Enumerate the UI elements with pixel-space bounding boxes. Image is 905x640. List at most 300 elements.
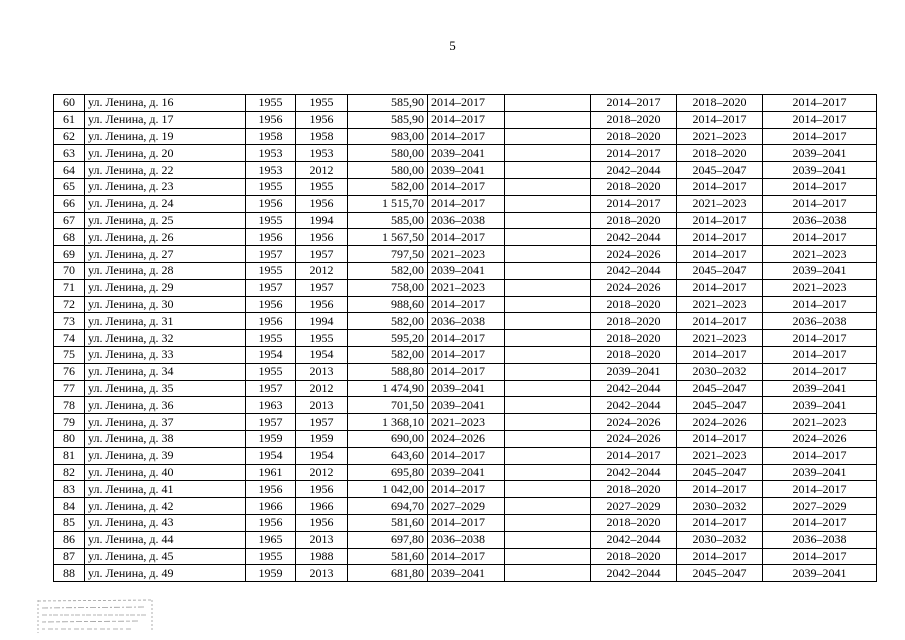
table-row — [54, 397, 877, 414]
area-cell: 988,60 — [348, 296, 428, 313]
empty-cell-cell — [505, 380, 591, 397]
area-cell: 701,50 — [348, 397, 428, 414]
row-number-cell: 77 — [54, 380, 85, 397]
period-col-9-cell: 2014–2017 — [677, 246, 763, 263]
build-year-cell: 1957 — [246, 414, 296, 431]
period-col-9-cell: 2021–2023 — [677, 330, 763, 347]
address-cell: ул. Ленина, д. 35 — [85, 380, 246, 397]
period-col-10-cell: 2014–2017 — [763, 447, 877, 464]
table-row — [54, 162, 877, 179]
period-col-9-cell: 2014–2017 — [677, 346, 763, 363]
period-col-8-cell: 2018–2020 — [591, 481, 677, 498]
row-number-cell: 71 — [54, 279, 85, 296]
build-year-cell: 1956 — [246, 296, 296, 313]
reconstruction-year-cell: 1994 — [296, 313, 348, 330]
empty-cell-cell — [505, 397, 591, 414]
period-col-9-cell: 2030–2032 — [677, 363, 763, 380]
reconstruction-year-cell: 1956 — [296, 514, 348, 531]
row-number-cell: 61 — [54, 111, 85, 128]
period-col-8-cell: 2018–2020 — [591, 313, 677, 330]
area-cell: 1 474,90 — [348, 380, 428, 397]
build-year-cell: 1955 — [246, 95, 296, 112]
period-col-10-cell: 2024–2026 — [763, 430, 877, 447]
row-number-cell: 69 — [54, 246, 85, 263]
repair-period-cell: 2039–2041 — [428, 565, 505, 582]
period-col-9-cell: 2014–2017 — [677, 212, 763, 229]
build-year-cell: 1954 — [246, 346, 296, 363]
period-col-10-cell: 2039–2041 — [763, 397, 877, 414]
reconstruction-year-cell: 1956 — [296, 111, 348, 128]
address-cell: ул. Ленина, д. 40 — [85, 464, 246, 481]
period-col-8-cell: 2014–2017 — [591, 447, 677, 464]
reconstruction-year-cell: 1956 — [296, 296, 348, 313]
build-year-cell: 1957 — [246, 380, 296, 397]
period-col-9-cell: 2014–2017 — [677, 279, 763, 296]
reconstruction-year-cell: 1954 — [296, 346, 348, 363]
period-col-9-cell: 2014–2017 — [677, 481, 763, 498]
period-col-10-cell: 2039–2041 — [763, 380, 877, 397]
repair-period-cell: 2014–2017 — [428, 95, 505, 112]
period-col-9-cell: 2014–2017 — [677, 548, 763, 565]
empty-cell-cell — [505, 414, 591, 431]
reconstruction-year-cell: 1956 — [296, 229, 348, 246]
reconstruction-year-cell: 1957 — [296, 414, 348, 431]
period-col-8-cell: 2024–2026 — [591, 246, 677, 263]
row-number-cell: 83 — [54, 481, 85, 498]
build-year-cell: 1963 — [246, 397, 296, 414]
row-number-cell: 65 — [54, 178, 85, 195]
period-col-10-cell: 2014–2017 — [763, 548, 877, 565]
area-cell: 694,70 — [348, 498, 428, 515]
address-cell: ул. Ленина, д. 38 — [85, 430, 246, 447]
repair-period-cell: 2039–2041 — [428, 262, 505, 279]
row-number-cell: 67 — [54, 212, 85, 229]
period-col-9-cell: 2024–2026 — [677, 414, 763, 431]
build-year-cell: 1953 — [246, 145, 296, 162]
period-col-9-cell: 2045–2047 — [677, 464, 763, 481]
row-number-cell: 87 — [54, 548, 85, 565]
table-row — [54, 111, 877, 128]
reconstruction-year-cell: 1957 — [296, 246, 348, 263]
repair-period-cell: 2039–2041 — [428, 464, 505, 481]
period-col-9-cell: 2014–2017 — [677, 514, 763, 531]
period-col-9-cell: 2018–2020 — [677, 145, 763, 162]
build-year-cell: 1955 — [246, 330, 296, 347]
repair-period-cell: 2021–2023 — [428, 414, 505, 431]
row-number-cell: 62 — [54, 128, 85, 145]
area-cell: 582,00 — [348, 178, 428, 195]
empty-cell-cell — [505, 430, 591, 447]
reconstruction-year-cell: 2012 — [296, 262, 348, 279]
row-number-cell: 70 — [54, 262, 85, 279]
period-col-8-cell: 2042–2044 — [591, 262, 677, 279]
repair-period-cell: 2039–2041 — [428, 380, 505, 397]
period-col-8-cell: 2042–2044 — [591, 565, 677, 582]
row-number-cell: 78 — [54, 397, 85, 414]
area-cell: 1 567,50 — [348, 229, 428, 246]
row-number-cell: 81 — [54, 447, 85, 464]
table-row — [54, 346, 877, 363]
period-col-10-cell: 2014–2017 — [763, 128, 877, 145]
table-row — [54, 498, 877, 515]
period-col-10-cell: 2039–2041 — [763, 262, 877, 279]
repair-period-cell: 2014–2017 — [428, 111, 505, 128]
period-col-9-cell: 2045–2047 — [677, 162, 763, 179]
table-row — [54, 531, 877, 548]
housing-table — [53, 94, 877, 582]
page-number: 5 — [449, 38, 456, 53]
empty-cell-cell — [505, 212, 591, 229]
period-col-8-cell: 2042–2044 — [591, 397, 677, 414]
empty-cell-cell — [505, 346, 591, 363]
period-col-10-cell: 2039–2041 — [763, 565, 877, 582]
reconstruction-year-cell: 1953 — [296, 145, 348, 162]
reconstruction-year-cell: 1957 — [296, 279, 348, 296]
period-col-8-cell: 2014–2017 — [591, 195, 677, 212]
period-col-10-cell: 2014–2017 — [763, 229, 877, 246]
period-col-10-cell: 2014–2017 — [763, 330, 877, 347]
empty-cell-cell — [505, 498, 591, 515]
repair-period-cell: 2021–2023 — [428, 279, 505, 296]
build-year-cell: 1955 — [246, 363, 296, 380]
period-col-8-cell: 2014–2017 — [591, 145, 677, 162]
build-year-cell: 1961 — [246, 464, 296, 481]
reconstruction-year-cell: 1955 — [296, 95, 348, 112]
table-body — [54, 95, 877, 582]
reconstruction-year-cell: 2013 — [296, 565, 348, 582]
period-col-8-cell: 2039–2041 — [591, 363, 677, 380]
certification-stamp-icon — [36, 597, 154, 635]
period-col-9-cell: 2030–2032 — [677, 498, 763, 515]
row-number-cell: 84 — [54, 498, 85, 515]
area-cell: 690,00 — [348, 430, 428, 447]
period-col-8-cell: 2042–2044 — [591, 229, 677, 246]
period-col-8-cell: 2024–2026 — [591, 430, 677, 447]
repair-period-cell: 2014–2017 — [428, 447, 505, 464]
address-cell: ул. Ленина, д. 25 — [85, 212, 246, 229]
repair-period-cell: 2014–2017 — [428, 229, 505, 246]
build-year-cell: 1955 — [246, 178, 296, 195]
empty-cell-cell — [505, 178, 591, 195]
repair-period-cell: 2036–2038 — [428, 313, 505, 330]
period-col-8-cell: 2018–2020 — [591, 346, 677, 363]
empty-cell-cell — [505, 330, 591, 347]
reconstruction-year-cell: 2013 — [296, 531, 348, 548]
area-cell: 595,20 — [348, 330, 428, 347]
period-col-8-cell: 2018–2020 — [591, 212, 677, 229]
reconstruction-year-cell: 1956 — [296, 195, 348, 212]
build-year-cell: 1956 — [246, 481, 296, 498]
period-col-10-cell: 2027–2029 — [763, 498, 877, 515]
empty-cell-cell — [505, 313, 591, 330]
build-year-cell: 1955 — [246, 262, 296, 279]
table-row — [54, 380, 877, 397]
period-col-9-cell: 2045–2047 — [677, 397, 763, 414]
area-cell: 983,00 — [348, 128, 428, 145]
address-cell: ул. Ленина, д. 20 — [85, 145, 246, 162]
table-row — [54, 145, 877, 162]
period-col-8-cell: 2042–2044 — [591, 380, 677, 397]
address-cell: ул. Ленина, д. 36 — [85, 397, 246, 414]
area-cell: 582,00 — [348, 346, 428, 363]
row-number-cell: 75 — [54, 346, 85, 363]
repair-period-cell: 2014–2017 — [428, 481, 505, 498]
table-row — [54, 313, 877, 330]
period-col-9-cell: 2045–2047 — [677, 380, 763, 397]
period-col-10-cell: 2021–2023 — [763, 414, 877, 431]
repair-period-cell: 2014–2017 — [428, 548, 505, 565]
period-col-10-cell: 2021–2023 — [763, 279, 877, 296]
period-col-8-cell: 2018–2020 — [591, 128, 677, 145]
reconstruction-year-cell: 2013 — [296, 397, 348, 414]
table-row — [54, 481, 877, 498]
table-row — [54, 178, 877, 195]
build-year-cell: 1955 — [246, 212, 296, 229]
table-row — [54, 296, 877, 313]
address-cell: ул. Ленина, д. 41 — [85, 481, 246, 498]
reconstruction-year-cell: 1959 — [296, 430, 348, 447]
table-row — [54, 246, 877, 263]
table-row — [54, 565, 877, 582]
row-number-cell: 82 — [54, 464, 85, 481]
period-col-10-cell: 2014–2017 — [763, 178, 877, 195]
table-row — [54, 128, 877, 145]
repair-period-cell: 2039–2041 — [428, 145, 505, 162]
period-col-9-cell: 2021–2023 — [677, 447, 763, 464]
area-cell: 588,80 — [348, 363, 428, 380]
period-col-8-cell: 2018–2020 — [591, 330, 677, 347]
build-year-cell: 1959 — [246, 565, 296, 582]
build-year-cell: 1965 — [246, 531, 296, 548]
address-cell: ул. Ленина, д. 16 — [85, 95, 246, 112]
area-cell: 582,00 — [348, 313, 428, 330]
reconstruction-year-cell: 2012 — [296, 162, 348, 179]
area-cell: 1 368,10 — [348, 414, 428, 431]
area-cell: 758,00 — [348, 279, 428, 296]
reconstruction-year-cell: 1988 — [296, 548, 348, 565]
period-col-9-cell: 2014–2017 — [677, 111, 763, 128]
repair-period-cell: 2039–2041 — [428, 162, 505, 179]
row-number-cell: 86 — [54, 531, 85, 548]
row-number-cell: 79 — [54, 414, 85, 431]
period-col-10-cell: 2014–2017 — [763, 111, 877, 128]
address-cell: ул. Ленина, д. 34 — [85, 363, 246, 380]
area-cell: 1 515,70 — [348, 195, 428, 212]
period-col-8-cell: 2018–2020 — [591, 548, 677, 565]
table-row — [54, 330, 877, 347]
reconstruction-year-cell: 2012 — [296, 380, 348, 397]
address-cell: ул. Ленина, д. 23 — [85, 178, 246, 195]
empty-cell-cell — [505, 145, 591, 162]
period-col-8-cell: 2024–2026 — [591, 279, 677, 296]
address-cell: ул. Ленина, д. 31 — [85, 313, 246, 330]
period-col-10-cell: 2014–2017 — [763, 481, 877, 498]
row-number-cell: 60 — [54, 95, 85, 112]
period-col-9-cell: 2014–2017 — [677, 430, 763, 447]
area-cell: 585,00 — [348, 212, 428, 229]
period-col-9-cell: 2018–2020 — [677, 95, 763, 112]
address-cell: ул. Ленина, д. 17 — [85, 111, 246, 128]
reconstruction-year-cell: 1954 — [296, 447, 348, 464]
address-cell: ул. Ленина, д. 22 — [85, 162, 246, 179]
table-row — [54, 95, 877, 112]
table-row — [54, 363, 877, 380]
build-year-cell: 1957 — [246, 246, 296, 263]
area-cell: 580,00 — [348, 145, 428, 162]
period-col-10-cell: 2014–2017 — [763, 346, 877, 363]
period-col-9-cell: 2021–2023 — [677, 296, 763, 313]
repair-period-cell: 2036–2038 — [428, 531, 505, 548]
row-number-cell: 74 — [54, 330, 85, 347]
table-row — [54, 195, 877, 212]
period-col-10-cell: 2036–2038 — [763, 531, 877, 548]
period-col-10-cell: 2036–2038 — [763, 212, 877, 229]
row-number-cell: 80 — [54, 430, 85, 447]
repair-period-cell: 2014–2017 — [428, 363, 505, 380]
row-number-cell: 72 — [54, 296, 85, 313]
address-cell: ул. Ленина, д. 37 — [85, 414, 246, 431]
period-col-9-cell: 2021–2023 — [677, 128, 763, 145]
area-cell: 695,80 — [348, 464, 428, 481]
repair-period-cell: 2014–2017 — [428, 296, 505, 313]
empty-cell-cell — [505, 95, 591, 112]
empty-cell-cell — [505, 279, 591, 296]
address-cell: ул. Ленина, д. 28 — [85, 262, 246, 279]
address-cell: ул. Ленина, д. 43 — [85, 514, 246, 531]
build-year-cell: 1966 — [246, 498, 296, 515]
repair-period-cell: 2027–2029 — [428, 498, 505, 515]
reconstruction-year-cell: 1955 — [296, 330, 348, 347]
repair-period-cell: 2014–2017 — [428, 346, 505, 363]
reconstruction-year-cell: 2012 — [296, 464, 348, 481]
address-cell: ул. Ленина, д. 49 — [85, 565, 246, 582]
period-col-10-cell: 2039–2041 — [763, 162, 877, 179]
repair-period-cell: 2014–2017 — [428, 128, 505, 145]
table-row — [54, 414, 877, 431]
period-col-8-cell: 2018–2020 — [591, 111, 677, 128]
empty-cell-cell — [505, 296, 591, 313]
reconstruction-year-cell: 1955 — [296, 178, 348, 195]
period-col-10-cell: 2014–2017 — [763, 514, 877, 531]
period-col-9-cell: 2030–2032 — [677, 531, 763, 548]
empty-cell-cell — [505, 565, 591, 582]
empty-cell-cell — [505, 111, 591, 128]
empty-cell-cell — [505, 531, 591, 548]
table-row — [54, 212, 877, 229]
empty-cell-cell — [505, 464, 591, 481]
address-cell: ул. Ленина, д. 39 — [85, 447, 246, 464]
period-col-8-cell: 2024–2026 — [591, 414, 677, 431]
build-year-cell: 1955 — [246, 548, 296, 565]
row-number-cell: 88 — [54, 565, 85, 582]
table-row — [54, 262, 877, 279]
empty-cell-cell — [505, 447, 591, 464]
repair-period-cell: 2014–2017 — [428, 195, 505, 212]
address-cell: ул. Ленина, д. 45 — [85, 548, 246, 565]
area-cell: 1 042,00 — [348, 481, 428, 498]
empty-cell-cell — [505, 363, 591, 380]
build-year-cell: 1957 — [246, 279, 296, 296]
period-col-8-cell: 2018–2020 — [591, 178, 677, 195]
repair-period-cell: 2021–2023 — [428, 246, 505, 263]
area-cell: 582,00 — [348, 262, 428, 279]
period-col-9-cell: 2014–2017 — [677, 313, 763, 330]
row-number-cell: 64 — [54, 162, 85, 179]
empty-cell-cell — [505, 229, 591, 246]
address-cell: ул. Ленина, д. 33 — [85, 346, 246, 363]
repair-period-cell: 2024–2026 — [428, 430, 505, 447]
reconstruction-year-cell: 2013 — [296, 363, 348, 380]
reconstruction-year-cell: 1966 — [296, 498, 348, 515]
period-col-9-cell: 2021–2023 — [677, 195, 763, 212]
row-number-cell: 68 — [54, 229, 85, 246]
area-cell: 643,60 — [348, 447, 428, 464]
period-col-10-cell: 2014–2017 — [763, 363, 877, 380]
build-year-cell: 1956 — [246, 313, 296, 330]
reconstruction-year-cell: 1958 — [296, 128, 348, 145]
repair-period-cell: 2039–2041 — [428, 397, 505, 414]
area-cell: 581,60 — [348, 514, 428, 531]
empty-cell-cell — [505, 162, 591, 179]
period-col-8-cell: 2027–2029 — [591, 498, 677, 515]
period-col-8-cell: 2042–2044 — [591, 531, 677, 548]
period-col-8-cell: 2042–2044 — [591, 464, 677, 481]
row-number-cell: 66 — [54, 195, 85, 212]
address-cell: ул. Ленина, д. 42 — [85, 498, 246, 515]
period-col-10-cell: 2014–2017 — [763, 95, 877, 112]
period-col-9-cell: 2045–2047 — [677, 565, 763, 582]
empty-cell-cell — [505, 548, 591, 565]
period-col-9-cell: 2014–2017 — [677, 229, 763, 246]
build-year-cell: 1958 — [246, 128, 296, 145]
empty-cell-cell — [505, 246, 591, 263]
period-col-8-cell: 2018–2020 — [591, 296, 677, 313]
build-year-cell: 1956 — [246, 514, 296, 531]
period-col-8-cell: 2014–2017 — [591, 95, 677, 112]
area-cell: 697,80 — [348, 531, 428, 548]
reconstruction-year-cell: 1956 — [296, 481, 348, 498]
repair-period-cell: 2014–2017 — [428, 178, 505, 195]
address-cell: ул. Ленина, д. 24 — [85, 195, 246, 212]
table-row — [54, 464, 877, 481]
table-row — [54, 430, 877, 447]
repair-period-cell: 2014–2017 — [428, 514, 505, 531]
row-number-cell: 76 — [54, 363, 85, 380]
area-cell: 585,90 — [348, 111, 428, 128]
area-cell: 585,90 — [348, 95, 428, 112]
empty-cell-cell — [505, 262, 591, 279]
table-row — [54, 229, 877, 246]
period-col-8-cell: 2018–2020 — [591, 514, 677, 531]
empty-cell-cell — [505, 195, 591, 212]
address-cell: ул. Ленина, д. 26 — [85, 229, 246, 246]
address-cell: ул. Ленина, д. 19 — [85, 128, 246, 145]
row-number-cell: 73 — [54, 313, 85, 330]
reconstruction-year-cell: 1994 — [296, 212, 348, 229]
period-col-10-cell: 2039–2041 — [763, 464, 877, 481]
table-row — [54, 447, 877, 464]
address-cell: ул. Ленина, д. 27 — [85, 246, 246, 263]
empty-cell-cell — [505, 128, 591, 145]
build-year-cell: 1956 — [246, 229, 296, 246]
empty-cell-cell — [505, 481, 591, 498]
build-year-cell: 1953 — [246, 162, 296, 179]
repair-period-cell: 2014–2017 — [428, 330, 505, 347]
address-cell: ул. Ленина, д. 32 — [85, 330, 246, 347]
empty-cell-cell — [505, 514, 591, 531]
period-col-10-cell: 2014–2017 — [763, 296, 877, 313]
period-col-10-cell: 2021–2023 — [763, 246, 877, 263]
